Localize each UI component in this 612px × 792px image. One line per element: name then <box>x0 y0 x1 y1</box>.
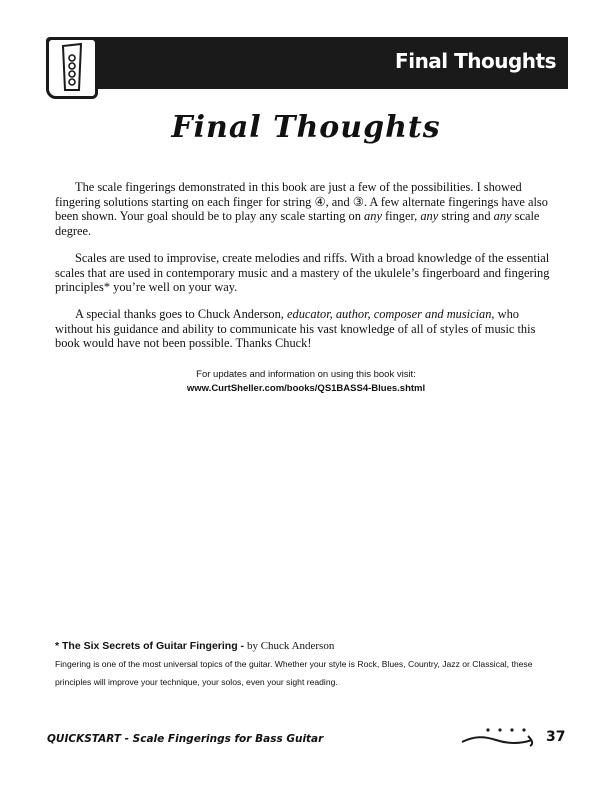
paragraph-2: Scales are used to improvise, create melodies and riffs. With a broad knowledge of the essential scales that are used in contemporary music and a mastery of the ukulele’s fingerboard and fingering principles* you’re well on your way. <box>55 251 550 294</box>
page-number: 37 <box>546 729 566 745</box>
p3-text-a: A special thanks goes to Chuck Anderson, <box>75 307 287 321</box>
p3-text-b: who without his guidance and ability to communicate his vast knowledge of all of styles of music this book would have not been possible. Thanks Chuck! <box>55 307 536 350</box>
updates-url-link[interactable]: www.CurtSheller.com/books/QS1BASS4-Blues.shtml <box>186 383 426 394</box>
footer-guitar-neck-icon <box>460 722 540 748</box>
p3-italic: educator, author, composer and musician, <box>287 307 495 321</box>
p1-any-2: any <box>420 209 439 223</box>
guitar-headstock-logo <box>46 37 98 99</box>
p1-text-b: finger, <box>381 209 421 223</box>
footnote-title <box>55 640 334 652</box>
updates-line: For updates and information on using this book visit: <box>196 369 416 380</box>
page-title: Final Thoughts <box>171 110 441 145</box>
headstock-icon <box>49 40 95 96</box>
paragraph-1 <box>55 180 555 238</box>
footer-series-title: QUICKSTART - Scale Fingerings for Bass Guitar <box>47 733 324 745</box>
footnote-text: Fingering is one of the most universal topics of the guitar. Whether your style is Rock, Blues, Country, Jazz or Classical, these principles will improve your technique, your solos, even your sight reading. <box>55 659 533 687</box>
header-title: Final Thoughts <box>395 49 556 73</box>
p1-text-a: The scale fingerings demonstrated in this book are just a few of the possibilities. I showed fingering solutions starting on each finger for string ④, and ③. A few alternate fingerings have also been shown. Your goal should be to play any scale starting on <box>55 180 548 223</box>
p1-text-d: scale degree. <box>55 209 540 238</box>
p1-any-1: any <box>364 209 382 223</box>
p1-any-3: any <box>493 209 512 223</box>
p1-text-c: string and <box>438 209 494 223</box>
footnote-book-title: * The Six Secrets of Guitar Fingering - <box>55 640 247 652</box>
updates-block <box>0 368 612 396</box>
header-bar <box>46 37 568 89</box>
paragraph-3 <box>55 307 555 351</box>
footnote-author: by Chuck Anderson <box>246 640 335 652</box>
